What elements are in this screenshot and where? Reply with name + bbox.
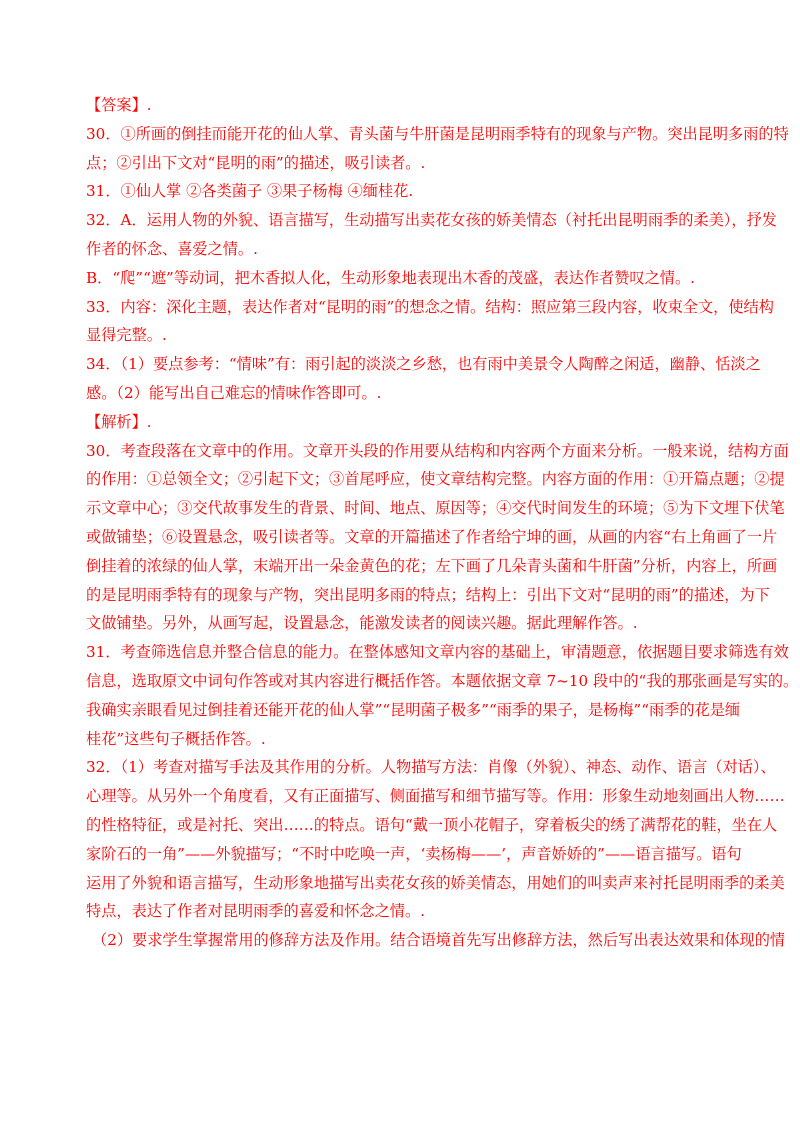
text-line: 32．（1）考查对描写手法及其作用的分析。人物描写方法：肖像（外貌）、神态、动作、语言（对话）、	[86, 758, 776, 777]
text-line: 34．（1）要点参考：“情味”有：雨引起的淡淡之乡愁，也有雨中美景令人陶醉之闲适，幽静、恬淡之	[86, 355, 761, 374]
answer-analysis-text	[86, 91, 799, 955]
text-line: 心理等。从另外一个角度看，又有正面描写、侧面描写和细节描写等。作用：形象生动地刻画出人物……	[86, 787, 785, 806]
text-line: 家阶石的一角”——外貌描写；“不时中吃唤一声，‘卖杨梅——’，声音娇娇的”——语言描写。语句	[86, 844, 742, 863]
text-line: 点；②引出下文对“昆明的雨”的描述，吸引读者。.	[86, 153, 426, 172]
text-line: （2）要求学生掌握常用的修辞方法及作用。结合语境首先写出修辞方法，然后写出表达效果和体现的情	[92, 931, 786, 950]
text-line: 32．A．运用人物的外貌、语言描写，生动描写出卖花女孩的娇美情态（衬托出昆明雨季的柔美），抒发	[86, 211, 777, 230]
text-line: 我确实亲眼看见过倒挂着还能开花的仙人掌”“昆明菌子极多”“雨季的果子，是杨梅”“雨季的花是缅	[86, 700, 741, 719]
answer-heading: 【答案】.	[86, 96, 152, 114]
text-line: 或做铺垫；⑥设置悬念，吸引读者等。文章的开篇描述了作者给宁坤的画，从画的内容“右上角画了一片	[86, 527, 778, 546]
text-line: 示文章中心；③交代故事发生的背景、时间、地点、原因等；④交代时间发生的环境；⑤为下文埋下伏笔	[86, 499, 785, 518]
text-line: 桂花”这些句子概括作答。.	[86, 729, 266, 748]
analysis-heading: 【解析】.	[86, 412, 152, 431]
text-line: 信息，选取原文中词句作答或对其内容进行概括作答。本题依据文章 7~10 段中的“我的那张画是写实的。	[86, 671, 799, 690]
text-line: 文做铺垫。另外，从画写起，设置悬念，能激发读者的阅读兴趣。据此理解作答。.	[86, 614, 638, 633]
text-line: 显得完整。.	[86, 326, 167, 345]
text-line: 感。（2）能写出自己难忘的情味作答即可。.	[86, 383, 382, 402]
text-line: 30．考查段落在文章中的作用。文章开头段的作用要从结构和内容两个方面来分析。一般来说，结构方面	[86, 441, 789, 460]
text-line: 的作用：①总领全文；②引起下文；③首尾呼应，使文章结构完整。内容方面的作用：①开篇点题；②提	[86, 470, 785, 489]
text-line: B．“爬”“遮”等动词，把木香拟人化，生动形象地表现出木香的茂盛，表达作者赞叹之情。.	[86, 268, 695, 287]
text-line: 30．①所画的倒挂而能开花的仙人掌、青头菌与牛肝菌是昆明雨季特有的现象与产物。突出昆明多雨的特	[86, 124, 789, 143]
text-line: 运用了外貌和语言描写，生动形象地描写出卖花女孩的娇美情态，用她们的叫卖声来衬托昆明雨季的柔美	[86, 873, 785, 892]
text-line: 31．考查筛选信息并整合信息的能力。在整体感知文章内容的基础上，审清题意，依据题目要求筛选有效	[86, 643, 789, 662]
text-line: 33．内容：深化主题，表达作者对“昆明的雨”的想念之情。结构：照应第三段内容，收束全文，使结构	[86, 297, 774, 316]
text-line: 倒挂着的浓绿的仙人掌，末端开出一朵金黄色的花；左下画了几朵青头菌和牛肝菌”分析，内容上，所画	[86, 556, 778, 575]
text-line: 特点，表达了作者对昆明雨季的喜爱和怀念之情。.	[86, 902, 425, 921]
text-line: 的是昆明雨季特有的现象与产物，突出昆明多雨的特点；结构上：引出下文对“昆明的雨”的描述，为下	[86, 585, 770, 604]
text-line: 31．①仙人掌 ②各类菌子 ③果子杨梅 ④缅桂花.	[86, 182, 414, 201]
text-line: 作者的怀念、喜爱之情。.	[86, 239, 258, 258]
text-line: 的性格特征，或是衬托、突出……的特点。语句“戴一顶小花帽子，穿着板尖的绣了满帮花的鞋，坐在人	[86, 815, 778, 834]
